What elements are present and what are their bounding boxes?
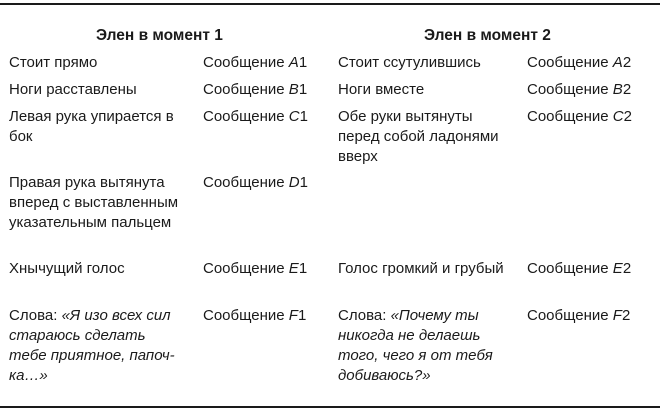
words-label: Слова: [9, 307, 62, 324]
message-index: 1 [298, 54, 308, 71]
words-quote: «Почему ты никогда не делаешь того, чего я от тебя добиваюсь?» [338, 307, 493, 384]
message-index: 1 [298, 81, 308, 98]
message-letter: F [288, 307, 298, 324]
message-label: Сообщение [203, 81, 289, 98]
message-letter: E [612, 260, 623, 277]
message-letter: A [612, 54, 623, 71]
message-label: Сообщение [527, 54, 613, 71]
message-index: 2 [622, 54, 632, 71]
row-message [203, 259, 307, 279]
row-description: Стоит ссутулившись [338, 54, 481, 71]
message-label: Сообщение [203, 174, 289, 191]
message-index: 1 [299, 174, 308, 191]
message-index: 1 [298, 260, 308, 277]
row-description: Ноги вместе [338, 81, 425, 98]
top-rule [0, 3, 660, 5]
row-message [527, 53, 631, 73]
message-letter: E [288, 260, 299, 277]
message-index: 1 [299, 108, 308, 125]
row-description: Ноги расставлены [9, 81, 137, 98]
row-message [527, 80, 631, 100]
message-label: Сообщение [527, 81, 613, 98]
row-description: Голос громкий и грубый [338, 260, 504, 277]
message-label: Сообщение [527, 260, 613, 277]
row-description: Правая рука вытянута вперед с выставленным указательным пальцем [9, 174, 179, 231]
message-index: 2 [623, 108, 632, 125]
message-letter: B [612, 81, 623, 98]
column-title: Элен в момент 2 [424, 27, 551, 44]
column-title: Элен в момент 1 [96, 27, 223, 44]
message-letter: F [612, 307, 622, 324]
words-label: Слова: [338, 307, 391, 324]
message-index: 2 [622, 260, 632, 277]
row-message [203, 107, 308, 127]
message-letter: C [612, 108, 624, 125]
row-description: Левая рука упирается в бок [9, 108, 174, 145]
row-description: Обе руки вытянуты перед собой ладонями вверх [338, 108, 499, 165]
message-index: 2 [621, 307, 631, 324]
row-description [338, 306, 516, 386]
bottom-rule [0, 406, 660, 408]
message-label: Сообщение [203, 108, 289, 125]
message-label: Сообщение [527, 108, 613, 125]
message-letter: C [288, 108, 300, 125]
row-message [527, 259, 631, 279]
row-message [203, 80, 307, 100]
row-message [203, 173, 308, 193]
row-message [527, 107, 632, 127]
message-letter: A [288, 54, 299, 71]
words-quote: «Я изо всех сил стараюсь сделать тебе приятное, папочка…» [9, 307, 175, 384]
row-description: Хнычущий голос [9, 260, 125, 277]
row-message [527, 306, 630, 326]
row-message [203, 53, 307, 73]
row-message [203, 306, 306, 326]
message-letter: D [288, 174, 300, 191]
message-label: Сообщение [203, 54, 289, 71]
message-label: Сообщение [203, 260, 289, 277]
message-index: 2 [622, 81, 632, 98]
row-description [9, 306, 187, 386]
message-letter: B [288, 81, 299, 98]
message-index: 1 [297, 307, 307, 324]
row-description: Стоит прямо [9, 54, 98, 71]
message-label: Сообщение [203, 307, 289, 324]
message-label: Сообщение [527, 307, 613, 324]
